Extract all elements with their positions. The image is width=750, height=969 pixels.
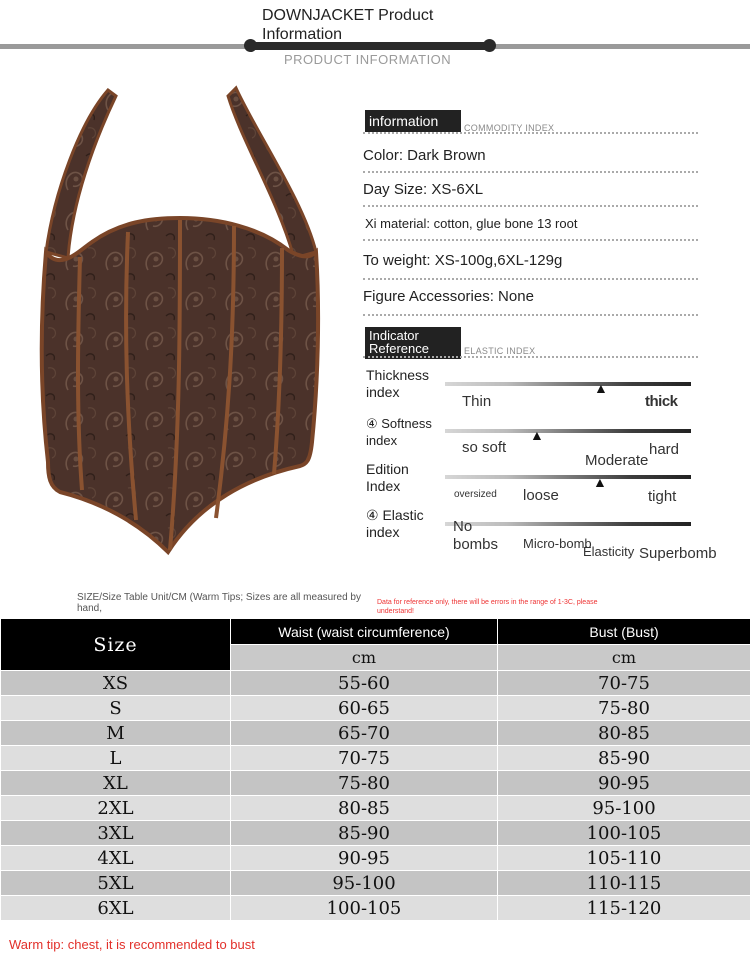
commodity-index-label: COMMODITY INDEX	[464, 123, 555, 133]
table-cell-size: 6XL	[1, 896, 231, 921]
divider	[363, 314, 698, 316]
softness-high: hard	[649, 441, 680, 458]
table-row	[1, 721, 750, 746]
table-cell-size: L	[1, 746, 231, 771]
softness-mid: Moderate	[585, 452, 649, 469]
softness-label: ④ Softness index	[366, 416, 432, 448]
table-cell-size: M	[1, 721, 231, 746]
table-cell-bust: 80-85	[498, 721, 750, 746]
table-cell-waist: 70-75	[231, 746, 498, 771]
header-rule-left	[0, 44, 250, 49]
table-cell-size: 4XL	[1, 846, 231, 871]
bust-column-header: Bust (Bust)	[498, 619, 750, 645]
table-cell-size: XL	[1, 771, 231, 796]
elastic-label: ④ Elastic index	[366, 507, 424, 540]
divider	[363, 278, 698, 280]
header-dot-right	[483, 39, 496, 52]
divider	[363, 132, 698, 134]
table-cell-size: 3XL	[1, 821, 231, 846]
material-info: Xi material: cotton, glue bone 13 root	[365, 216, 578, 231]
table-row	[1, 821, 750, 846]
accessories-info: Figure Accessories: None	[363, 288, 534, 305]
elastic-index-label: ELASTIC INDEX	[464, 346, 536, 356]
table-row	[1, 771, 750, 796]
table-cell-size: 5XL	[1, 871, 231, 896]
table-cell-waist: 100-105	[231, 896, 498, 921]
table-row	[1, 846, 750, 871]
table-cell-waist: 60-65	[231, 696, 498, 721]
size-table	[0, 618, 750, 921]
table-cell-waist: 55-60	[231, 671, 498, 696]
elastic-micro: Micro-bomb	[523, 536, 592, 551]
edition-label: Edition Index	[366, 461, 409, 494]
table-cell-bust: 105-110	[498, 846, 750, 871]
table-cell-waist: 80-85	[231, 796, 498, 821]
page-title: DOWNJACKET Product Information	[262, 7, 434, 43]
softness-low: so soft	[462, 439, 507, 456]
color-info: Color: Dark Brown	[363, 147, 486, 164]
table-cell-waist: 95-100	[231, 871, 498, 896]
size-table-note: SIZE/Size Table Unit/CM (Warm Tips; Sizes are all measured by hand,	[77, 592, 361, 614]
elastic-elasticity: Elasticity	[583, 544, 635, 559]
header-rule-right	[490, 44, 750, 49]
table-cell-bust: 90-95	[498, 771, 750, 796]
table-cell-bust: 70-75	[498, 671, 750, 696]
table-cell-waist: 90-95	[231, 846, 498, 871]
bust-unit: cm	[498, 645, 750, 671]
table-cell-size: 2XL	[1, 796, 231, 821]
table-cell-size: XS	[1, 671, 231, 696]
table-row	[1, 696, 750, 721]
header-dot-left	[244, 39, 257, 52]
edition-marker: ▲	[593, 474, 607, 490]
table-row	[1, 746, 750, 771]
table-cell-waist: 85-90	[231, 821, 498, 846]
product-image	[20, 82, 350, 562]
table-cell-bust: 75-80	[498, 696, 750, 721]
table-cell-waist: 75-80	[231, 771, 498, 796]
divider	[363, 239, 698, 241]
edition-scale	[445, 475, 691, 479]
table-row	[1, 871, 750, 896]
table-cell-bust: 100-105	[498, 821, 750, 846]
table-cell-bust: 110-115	[498, 871, 750, 896]
page-subtitle: PRODUCT INFORMATION	[284, 52, 452, 67]
table-cell-bust: 85-90	[498, 746, 750, 771]
table-row	[1, 671, 750, 696]
table-cell-bust: 115-120	[498, 896, 750, 921]
divider	[363, 356, 698, 358]
divider	[363, 171, 698, 173]
thickness-high: thick	[645, 393, 678, 410]
indicator-reference-tag: Indicator Reference	[365, 327, 461, 359]
elastic-superbomb: Superbomb	[639, 545, 717, 562]
elastic-no-bombs: No bombs	[453, 518, 499, 553]
information-tag: information	[365, 110, 461, 132]
divider	[363, 205, 698, 207]
size-table-warning: Data for reference only, there will be errors in the range of 1-3C, please understand!	[377, 599, 598, 615]
waist-unit: cm	[231, 645, 498, 671]
waist-column-header: Waist (waist circumference)	[231, 619, 498, 645]
table-cell-waist: 65-70	[231, 721, 498, 746]
thickness-low: Thin	[462, 393, 492, 410]
edition-oversized: oversized	[454, 489, 497, 500]
warm-tip: Warm tip: chest, it is recommended to bust	[9, 937, 255, 952]
size-column-header: Size	[1, 619, 231, 671]
table-cell-size: S	[1, 696, 231, 721]
table-row	[1, 796, 750, 821]
softness-scale	[445, 429, 691, 433]
table-cell-bust: 95-100	[498, 796, 750, 821]
softness-marker: ▲	[530, 427, 544, 443]
thickness-marker: ▲	[594, 380, 608, 396]
table-row	[1, 896, 750, 921]
thickness-label: Thickness index	[366, 367, 430, 400]
edition-tight: tight	[648, 488, 677, 505]
weight-info: To weight: XS-100g,6XL-129g	[363, 252, 563, 269]
edition-loose: loose	[523, 487, 559, 504]
thickness-scale	[445, 382, 691, 386]
size-info: Day Size: XS-6XL	[363, 181, 484, 198]
